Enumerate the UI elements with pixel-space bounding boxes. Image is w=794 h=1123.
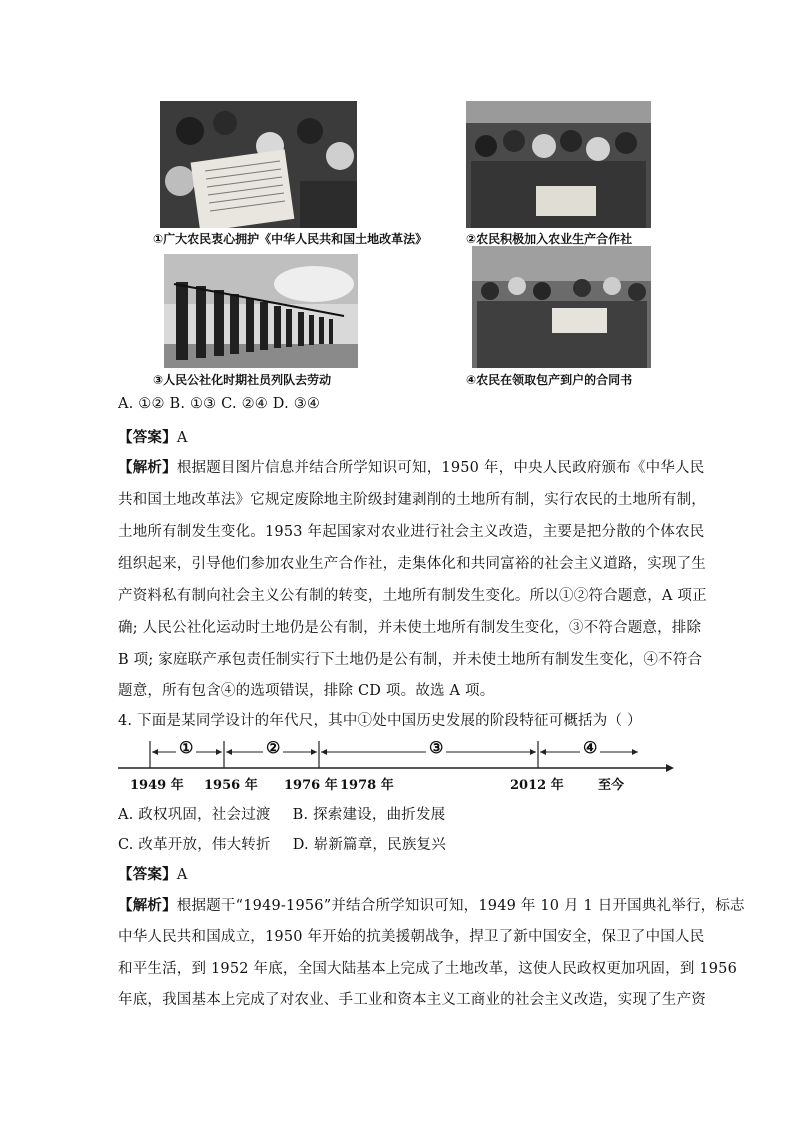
- q3-analysis-line-6: 确; 人民公社化运动时土地仍是公有制，并未使土地所有制发生变化，③不符合题意，排除: [118, 620, 702, 636]
- photo-caption-2: ②农民积极加入农业生产合作社: [466, 232, 633, 246]
- answer-value: A: [176, 430, 188, 446]
- analysis-text: 根据题目图片信息并结合所学知识可知，1950 年，中央人民政府颁布《中华人民: [176, 460, 705, 476]
- timeline-year-now: 至今: [598, 778, 625, 793]
- q3-analysis-line-4: 组织起来，引导他们参加农业生产合作社，走集体化和共同富裕的社会主义道路，实现了生: [118, 556, 706, 572]
- timeline-year-1978: 1978 年: [340, 778, 394, 793]
- answer-value: A: [176, 867, 188, 883]
- q3-analysis-line-3: 土地所有制发生变化。1953 年起国家对农业进行社会主义改造，主要是把分散的个体农民: [118, 524, 705, 540]
- photo-caption-4: ④农民在领取包产到户的合同书: [466, 373, 633, 387]
- timeline-year-1949: 1949 年: [130, 778, 184, 793]
- answer-tag: 【答案】: [118, 866, 177, 883]
- timeline-year-1956: 1956 年: [204, 778, 258, 793]
- timeline-ruler: [118, 738, 678, 798]
- q4-options-row-2: [118, 833, 678, 854]
- q3-answer: [118, 426, 678, 447]
- q4-option-b: B. 探索建设，曲折发展: [292, 807, 446, 823]
- photo-caption-1: ①广大农民衷心拥护《中华人民共和国土地改革法》: [153, 232, 428, 246]
- q4-analysis-line-3: 和平生活，到 1952 年底，全国大陆基本上完成了土地改革，这使人民政权更加巩固，到 1956: [118, 961, 738, 977]
- timeline-segment-1: ①: [176, 738, 196, 757]
- q3-analysis-line-7: B 项; 家庭联产承包责任制实行下土地仍是公有制，并未使土地所有制发生变化，④不符合: [118, 652, 703, 668]
- photo-caption-3: ③人民公社化时期社员列队去劳动: [153, 373, 332, 387]
- q4-analysis-line-2: 中华人民共和国成立，1950 年开始的抗美援朝战争，捍卫了新中国安全，保卫了中国人民: [118, 929, 705, 945]
- q4-analysis-line-4: 年底，我国基本上完成了对农业、手工业和资本主义工商业的社会主义改造，实现了生产资: [118, 992, 706, 1008]
- q3-analysis-line-2: 共和国土地改革法》它规定废除地主阶级封建剥削的土地所有制，实行农民的土地所有制，: [118, 492, 706, 508]
- q3-options: A. ①② B. ①③ C. ②④ D. ③④: [118, 396, 321, 412]
- q4-option-a: A. 政权巩固，社会过渡: [118, 807, 271, 823]
- q3-analysis-line-1: [118, 456, 705, 477]
- timeline-segment-4: ④: [580, 738, 600, 757]
- answer-tag: 【答案】: [118, 429, 177, 446]
- q4-option-d: D. 崭新篇章，民族复兴: [292, 837, 446, 853]
- timeline-segment-2: ②: [263, 738, 283, 757]
- photo-land-reform: [160, 101, 357, 228]
- timeline-year-2012: 2012 年: [510, 778, 564, 793]
- timeline-year-1976: 1976 年: [284, 778, 338, 793]
- analysis-tag: 【解析】: [118, 897, 177, 914]
- q4-answer: [118, 863, 678, 884]
- photo-cooperative: [466, 101, 651, 228]
- q4-options-row-1: [118, 803, 678, 824]
- analysis-text: 根据题干“1949-1956”并结合所学知识可知，1949 年 10 月 1 日开国典礼举行，标志: [176, 898, 745, 914]
- photo-commune-workers: [164, 254, 358, 368]
- q3-analysis-line-8: 题意，所有包含④的选项错误，排除 CD 项。故选 A 项。: [118, 683, 495, 699]
- q4-option-c: C. 改革开放，伟大转折: [118, 837, 271, 853]
- q4-analysis-line-1: [118, 894, 745, 915]
- q4-stem: 4. 下面是某同学设计的年代尺，其中①处中国历史发展的阶段特征可概括为（ ）: [118, 713, 642, 729]
- timeline-segment-3: ③: [426, 738, 446, 757]
- analysis-tag: 【解析】: [118, 459, 177, 476]
- q3-analysis-line-5: 产资料私有制向社会主义公有制的转变，土地所有制发生变化。所以①②符合题意，A 项正: [118, 588, 707, 604]
- photo-contract: [472, 246, 651, 368]
